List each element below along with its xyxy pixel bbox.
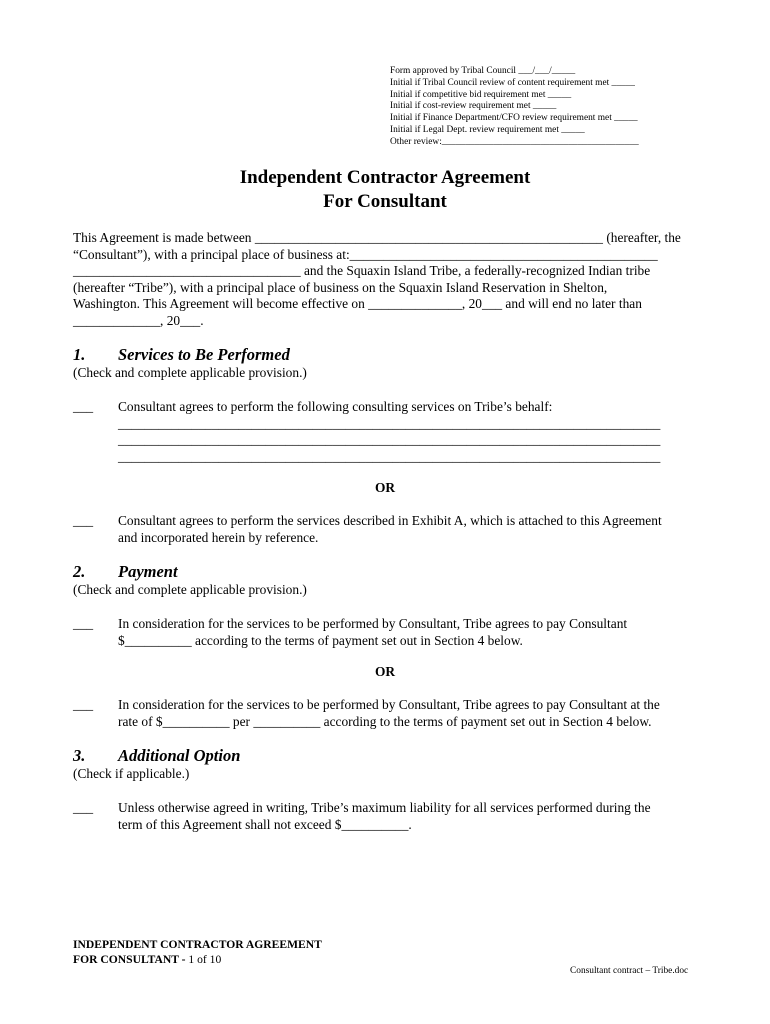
option-line: In consideration for the services to be performed by Consultant, Tribe agrees to pay Consultant at the: [118, 697, 660, 712]
option-line: rate of $__________ per __________ according to the terms of payment set out in Section 4 below.: [118, 713, 652, 729]
footer-subtitle: [73, 952, 322, 967]
approval-line: Initial if Tribal Council review of content requirement met _____: [390, 77, 635, 88]
section-3-option-a-checkbox[interactable]: ___: [73, 800, 94, 815]
section-3-instruction: (Check if applicable.): [73, 766, 190, 781]
option-blank-line[interactable]: _________________________________________________________________________________: [118, 448, 661, 464]
intro-line: __________________________________ and the Squaxin Island Tribe, a federally-recognized Indian tribe: [73, 263, 651, 279]
option-line: $__________ according to the terms of payment set out in Section 4 below.: [118, 632, 523, 648]
approval-line: Form approved by Tribal Council ___/___/_____: [390, 66, 576, 76]
section-2-option-a-checkbox[interactable]: ___: [73, 616, 94, 631]
section-2-title: Payment: [118, 562, 178, 581]
section-3-number: 3.: [73, 746, 86, 765]
option-line: Consultant agrees to perform the following consulting services on Tribe’s behalf:: [118, 399, 553, 414]
section-1-option-a-text: [118, 399, 660, 465]
section-1-option-b-checkbox[interactable]: ___: [73, 513, 94, 528]
section-1-or: OR: [374, 480, 396, 495]
intro-line: This Agreement is made between ____________________________________________________ (hereafter, the: [73, 230, 681, 245]
page-footer: [73, 937, 322, 967]
approval-line: Initial if cost-review requirement met _____: [390, 101, 557, 112]
option-line: term of this Agreement shall not exceed $__________.: [118, 816, 412, 832]
section-2-number: 2.: [73, 562, 86, 581]
page-number: 1 of 10: [188, 953, 222, 966]
section-2-option-b-text: [118, 697, 660, 730]
approval-line: Initial if competitive bid requirement met _____: [390, 89, 572, 100]
section-2-option-a-text: [118, 616, 627, 649]
section-1-option-b-text: [118, 513, 662, 546]
intro-paragraph: [73, 230, 681, 330]
approval-line: Initial if Legal Dept. review requirement met _____: [390, 124, 585, 135]
option-blank-line[interactable]: _________________________________________________________________________________: [118, 415, 661, 431]
section-1-number: 1.: [73, 345, 86, 364]
option-line: Unless otherwise agreed in writing, Tribe’s maximum liability for all services performed during the: [118, 800, 651, 815]
section-1-instruction: (Check and complete applicable provision.): [73, 365, 307, 380]
approval-line: Other review:__________________________________________: [390, 136, 639, 147]
option-line: Consultant agrees to perform the services described in Exhibit A, which is attached to this Agreement: [118, 513, 662, 528]
option-line: and incorporated herein by reference.: [118, 529, 319, 545]
section-2-option-b-checkbox[interactable]: ___: [73, 697, 94, 712]
footer-subtitle-bold: FOR CONSULTANT -: [73, 953, 189, 966]
intro-line: Washington. This Agreement will become effective on ______________, 20___ and will end no later than: [73, 296, 642, 312]
intro-line: “Consultant”), with a principal place of business at:______________________________________________: [73, 246, 658, 262]
intro-line: _____________, 20___.: [73, 312, 204, 328]
footer-title: INDEPENDENT CONTRACTOR AGREEMENT: [73, 938, 322, 951]
section-3-option-a-text: [118, 800, 651, 833]
section-1-option-a-checkbox[interactable]: ___: [73, 399, 94, 414]
section-1-title: Services to Be Performed: [118, 345, 290, 364]
document-subtitle: For Consultant: [323, 191, 447, 212]
option-line: In consideration for the services to be performed by Consultant, Tribe agrees to pay Consultant: [118, 616, 628, 631]
section-2-instruction: (Check and complete applicable provision.): [73, 582, 307, 597]
intro-line: (hereafter “Tribe”), with a principal place of business on the Squaxin Island Reservation in Shelton,: [73, 279, 608, 295]
footer-filename: Consultant contract – Tribe.doc: [570, 966, 689, 976]
document-title: Independent Contractor Agreement: [239, 167, 531, 188]
section-3-title: Additional Option: [118, 746, 241, 765]
approval-block: [390, 66, 639, 149]
option-blank-line[interactable]: _________________________________________________________________________________: [118, 432, 661, 448]
approval-line: Initial if Finance Department/CFO review requirement met _____: [390, 113, 638, 124]
section-2-or: OR: [374, 664, 396, 679]
